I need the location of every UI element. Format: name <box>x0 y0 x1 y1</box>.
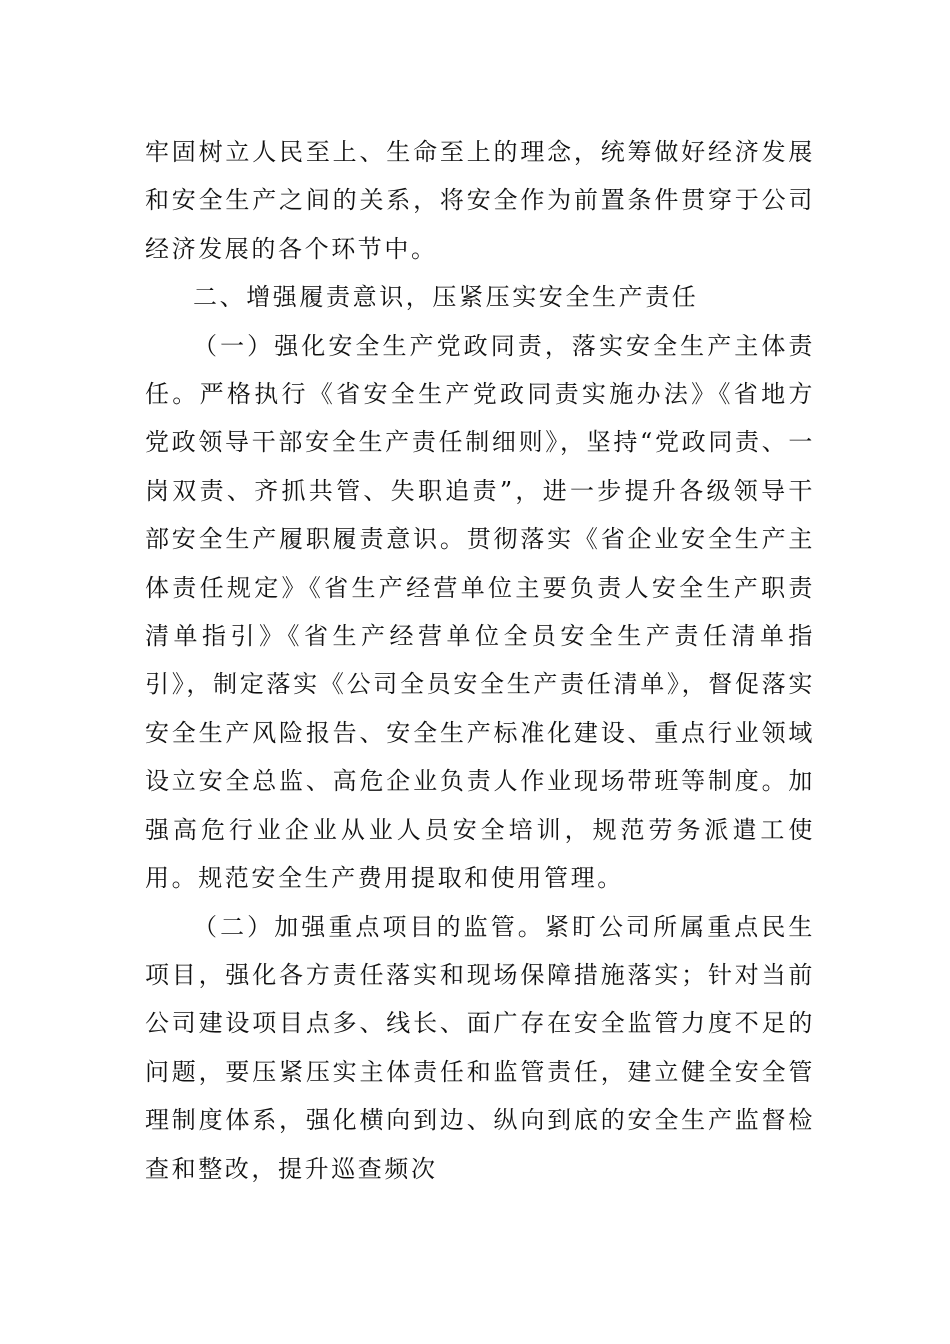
section-heading: 二、增强履责意识，压紧压实安全生产责任 <box>193 283 699 312</box>
document-body <box>145 128 815 1193</box>
paragraph-intro-continuation: 牢固树立人民至上、生命至上的理念，统筹做好经济发展和安全生产之间的关系，将安全作为前置条件贯穿于公司经济发展的各个环节中。 <box>145 138 815 263</box>
paragraph-responsibility: （一）强化安全生产党政同责，落实安全生产主体责任。严格执行《省安全生产党政同责实施办法》《省地方党政领导干部安全生产责任制细则》，坚持“党政同责、一岗双责、齐抓共管、失职追责”，进一步提升各级领导干部安全生产履职履责意识。贯彻落实《省企业安全生产主体责任规定》《省生产经营单位主要负责人安全生产职责清单指引》《省生产经营单位全员安全生产责任清单指引》，制定落实《公司全员安全生产责任清单》，督促落实安全生产风险报告、安全生产标准化建设、重点行业领域设立安全总监、高危企业负责人作业现场带班等制度。加强高危行业企业从业人员安全培训，规范劳务派遣工使用。规范安全生产费用提取和使用管理。 <box>145 331 815 893</box>
paragraph-key-projects: （二）加强重点项目的监管。紧盯公司所属重点民生项目，强化各方责任落实和现场保障措施落实；针对当前公司建设项目点多、线长、面广存在安全监管力度不足的问题，要压紧压实主体责任和监管责任，建立健全安全管理制度体系，强化横向到边、纵向到底的安全生产监督检查和整改，提升巡查频次 <box>145 912 815 1183</box>
